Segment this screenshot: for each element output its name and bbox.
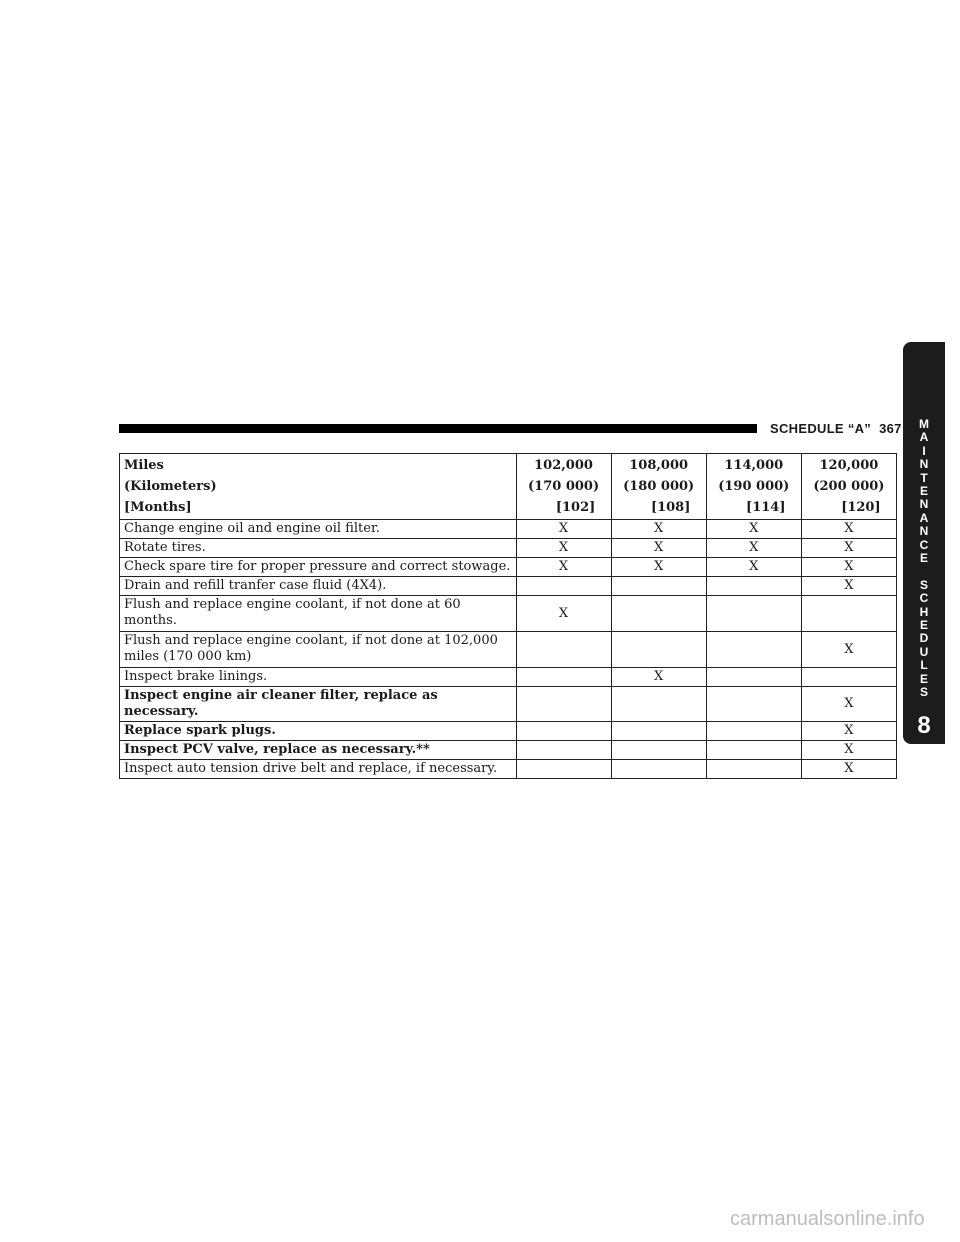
watermark: carmanualsonline.info <box>730 1208 925 1230</box>
tab-letter: S <box>919 577 928 592</box>
tab-letter: T <box>920 470 928 485</box>
tab-letter: M <box>919 417 929 431</box>
mark-cell <box>611 687 706 722</box>
tab-letter: E <box>919 551 928 566</box>
mark-cell <box>516 577 611 596</box>
mark-cell: X <box>801 760 896 779</box>
interval-miles: 120,000 <box>819 458 879 473</box>
tab-letter: H <box>919 604 929 619</box>
interval-months: [114] <box>746 500 786 515</box>
mark-cell <box>611 596 706 632</box>
task-cell: Replace spark plugs. <box>120 722 517 741</box>
mark-cell: X <box>611 520 706 539</box>
task-cell: Flush and replace engine coolant, if not done at 60 months. <box>120 596 517 632</box>
table-row <box>120 577 897 596</box>
task-cell: Drain and refill tranfer case fluid (4X4). <box>120 577 517 596</box>
mark-cell <box>706 577 801 596</box>
interval-column-header <box>801 454 896 520</box>
mark-cell: X <box>801 741 896 760</box>
table-row <box>120 668 897 687</box>
tab-letter: D <box>919 631 929 646</box>
mark-cell <box>706 760 801 779</box>
mark-cell <box>611 760 706 779</box>
task-cell: Inspect PCV valve, replace as necessary.** <box>120 741 517 760</box>
mark-cell: X <box>516 520 611 539</box>
chapter-number: 8 <box>917 712 931 739</box>
mark-cell <box>611 632 706 668</box>
maintenance-schedule-table <box>119 453 897 779</box>
mark-cell: X <box>801 577 896 596</box>
mark-cell: X <box>801 722 896 741</box>
tab-letter: N <box>919 497 929 512</box>
mark-cell <box>706 632 801 668</box>
mark-cell: X <box>706 558 801 577</box>
mark-cell <box>706 668 801 687</box>
table-row <box>120 520 897 539</box>
mark-cell <box>516 722 611 741</box>
task-cell: Inspect auto tension drive belt and replace, if necessary. <box>120 760 517 779</box>
interval-km: (200 000) <box>813 479 885 494</box>
header-label: [Months] <box>124 500 192 515</box>
interval-column-header <box>706 454 801 520</box>
mark-cell <box>706 687 801 722</box>
tab-letter: A <box>919 430 929 445</box>
tab-letter: A <box>919 510 929 525</box>
table-row <box>120 722 897 741</box>
mark-cell: X <box>706 539 801 558</box>
mark-cell: X <box>611 558 706 577</box>
tab-letter: U <box>919 644 929 659</box>
mark-cell <box>516 632 611 668</box>
mark-cell: X <box>706 520 801 539</box>
header-label-cell <box>120 454 517 520</box>
mark-cell: X <box>611 539 706 558</box>
chapter-tab-letters <box>903 418 945 700</box>
header-label: (Kilometers) <box>124 479 217 494</box>
interval-months: [120] <box>841 500 881 515</box>
interval-km: (170 000) <box>528 479 600 494</box>
mark-cell <box>801 668 896 687</box>
header-label: Miles <box>124 458 164 473</box>
interval-km: (180 000) <box>623 479 695 494</box>
table-row <box>120 632 897 668</box>
interval-miles: 102,000 <box>534 458 593 473</box>
task-cell: Check spare tire for proper pressure and correct stowage. <box>120 558 517 577</box>
interval-miles: 108,000 <box>629 458 689 473</box>
table-row <box>120 558 897 577</box>
page-number: 367 <box>879 421 902 436</box>
mark-cell <box>706 722 801 741</box>
tab-letter: C <box>919 591 929 606</box>
table-row <box>120 539 897 558</box>
mark-cell <box>516 687 611 722</box>
table-row <box>120 741 897 760</box>
tab-letter: N <box>919 457 929 472</box>
tab-letter: E <box>919 671 928 686</box>
mark-cell <box>516 760 611 779</box>
task-cell: Change engine oil and engine oil filter. <box>120 520 517 539</box>
interval-months: [102] <box>555 500 596 515</box>
table-row <box>120 760 897 779</box>
tab-letter: L <box>920 658 928 673</box>
interval-column-header <box>611 454 706 520</box>
interval-months: [108] <box>650 500 691 515</box>
mark-cell: X <box>801 539 896 558</box>
table-row <box>120 687 897 722</box>
mark-cell: X <box>516 596 611 632</box>
running-header <box>770 421 902 436</box>
mark-cell: X <box>516 558 611 577</box>
mark-cell: X <box>801 687 896 722</box>
interval-km: (190 000) <box>718 479 790 494</box>
mark-cell <box>706 596 801 632</box>
mark-cell <box>611 741 706 760</box>
tab-letter: E <box>919 618 928 633</box>
tab-letter: I <box>922 443 926 458</box>
mark-cell: X <box>801 632 896 668</box>
tab-letter: C <box>919 537 929 552</box>
task-cell: Rotate tires. <box>120 539 517 558</box>
interval-miles: 114,000 <box>724 458 784 473</box>
mark-cell: X <box>801 558 896 577</box>
mark-cell <box>611 722 706 741</box>
tab-letter: E <box>919 484 928 499</box>
tab-letter: S <box>919 685 928 700</box>
task-cell: Inspect brake linings. <box>120 668 517 687</box>
mark-cell <box>801 596 896 632</box>
mark-cell: X <box>516 539 611 558</box>
mark-cell <box>516 741 611 760</box>
table-row <box>120 596 897 632</box>
task-cell: Inspect engine air cleaner filter, replace as necessary. <box>120 687 517 722</box>
table-header-row <box>120 454 897 520</box>
mark-cell <box>706 741 801 760</box>
chapter-tab <box>903 342 945 744</box>
tab-letter: N <box>919 524 929 539</box>
section-title: SCHEDULE “A” <box>770 421 872 436</box>
interval-column-header <box>516 454 611 520</box>
mark-cell <box>611 577 706 596</box>
tab-letter-gap <box>903 565 945 578</box>
header-rule <box>119 424 757 433</box>
task-cell: Flush and replace engine coolant, if not done at 102,000 miles (170 000 km) <box>120 632 517 668</box>
mark-cell: X <box>801 520 896 539</box>
mark-cell: X <box>611 668 706 687</box>
mark-cell <box>516 668 611 687</box>
